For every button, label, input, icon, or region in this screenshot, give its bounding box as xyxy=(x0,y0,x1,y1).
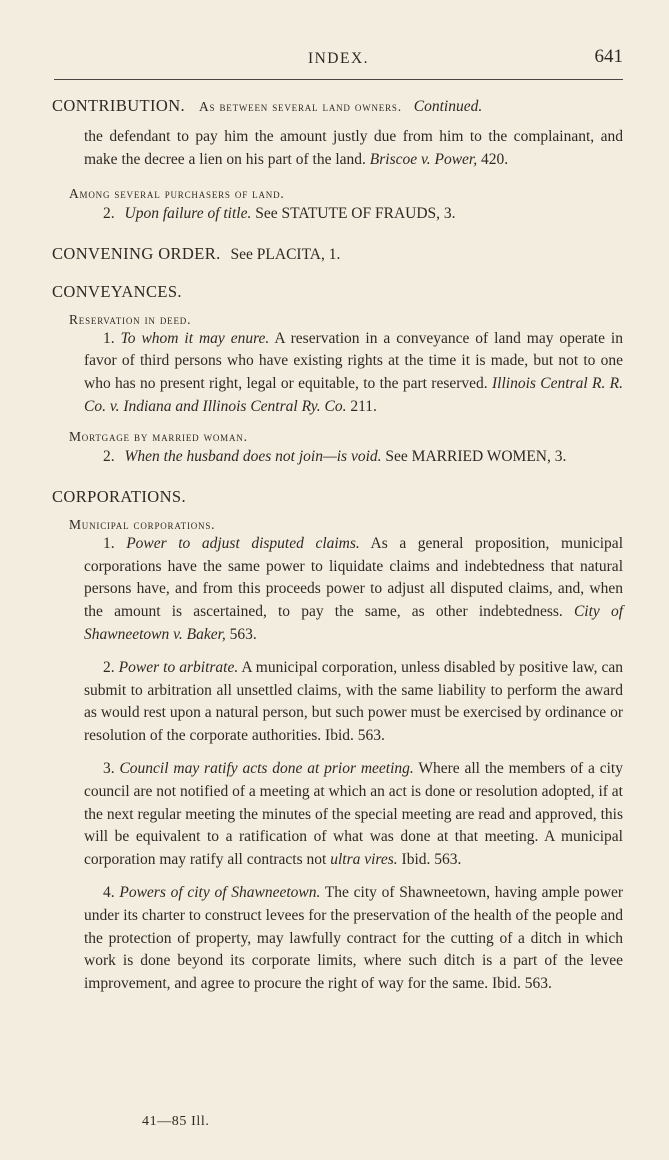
entry-item xyxy=(84,657,623,748)
page-number: 641 xyxy=(594,46,623,67)
entry-item xyxy=(84,533,623,647)
item-text: Where all the members of a city council are not notified of a meeting at which an act is done or resolution adopted, if at the next regular meeting the minutes of the special meeting are read and approved, this will be equivalent to a ratification of what was done at that meeting. A municipal corporation may ratify all contracts not xyxy=(84,759,623,869)
subhead: Among several purchasers of land. xyxy=(69,185,285,201)
page-header xyxy=(54,46,623,74)
entry-item xyxy=(84,882,623,996)
item-text: As a general proposition, municipal corporations have the same power to liquidate claims and indebtedness that natural persons have, and from this proceeds power to adjust all disputed claims, and, when the amount is ascertained, to pay the same, as other indebtedness. xyxy=(84,534,623,621)
header-rule xyxy=(54,79,623,80)
item-text: A municipal corporation, unless disabled by positive law, can submit to arbitration all unsettled claims, with the same liability to perform the award as would rest upon a natural person, but such power must be exercised by ordinance or resolution of the corporate authorities. Ibid. 563. xyxy=(84,658,624,745)
item-title: To whom it may enure. xyxy=(120,329,270,347)
latin-phrase: ultra vires. xyxy=(330,851,398,869)
entry-corporations-heading: CORPORATIONS. xyxy=(52,486,187,506)
item-number: 1. xyxy=(103,329,115,347)
entry-convening xyxy=(52,244,623,264)
item-text: A reservation in a conveyance of land may operate in favor of third persons who have existing rights at the time it is made, but not to one who has no present right, legal or equitable, to the part reserved. xyxy=(84,329,623,393)
entry-title: CONVENING ORDER. xyxy=(52,243,221,263)
item-number: 2. xyxy=(103,658,115,676)
entry-title: CONTRIBUTION. xyxy=(52,96,186,115)
case-cite: 563. xyxy=(229,625,257,643)
case-name: Briscoe v. Power, xyxy=(369,150,478,168)
continued-label: Continued. xyxy=(413,98,483,115)
item-number: 1. xyxy=(103,534,115,552)
item-title: Powers of city of Shawneetown. xyxy=(119,883,321,901)
entry-body: the defendant to pay him the amount justly due from him to the complainant, and make the decree a lien on his part of the land. xyxy=(84,128,623,168)
subhead: As between several land owners. xyxy=(198,99,402,114)
case-cite: 420. xyxy=(480,150,509,168)
subhead: Mortgage by married woman. xyxy=(69,428,248,444)
item-text: See MARRIED WOMEN, 3. xyxy=(385,447,567,465)
item-title: Upon failure of title. xyxy=(124,204,252,222)
running-head: INDEX. xyxy=(307,50,370,67)
item-number: 4. xyxy=(103,883,115,901)
subhead: Reservation in deed. xyxy=(69,311,192,327)
item-number: 2. xyxy=(103,204,115,222)
entry-item xyxy=(84,328,623,419)
item-number: 3. xyxy=(103,759,115,777)
subhead: Municipal corporations. xyxy=(69,516,216,532)
item-title: Power to adjust disputed claims. xyxy=(126,534,360,552)
item-cite: Ibid. 563. xyxy=(401,851,462,869)
item-number: 2. xyxy=(103,447,115,465)
item-text: The city of Shawneetown, having ample power under its charter to construct levees for the preservation of the health of the people and the protection of property, may lawfully contract for the cutting of a ditch in which work is done beyond its corporate limits, where such ditch is a part of the levee improvement, and agree to procure the right of way for the same. Ibid. 563. xyxy=(84,883,624,993)
item-title: When the husband does not join—is void. xyxy=(124,447,382,465)
item-title: Power to arbitrate. xyxy=(118,658,239,676)
entry-conveyances-heading: CONVEYANCES. xyxy=(52,281,182,301)
entry-text: See PLACITA, 1. xyxy=(230,245,341,263)
index-content xyxy=(52,96,623,996)
entry-item xyxy=(103,445,623,469)
entry-text xyxy=(84,126,623,172)
signature-mark: 41—85 Ill. xyxy=(142,1114,210,1129)
item-title: Council may ratify acts done at prior meeting. xyxy=(119,759,414,777)
entry-contribution-heading xyxy=(52,96,623,116)
case-name: Illinois Central R. R. Co. v. Indiana and Illinois Central Ry. Co. xyxy=(84,375,623,415)
case-name: City of Shawneetown v. Baker, xyxy=(84,603,624,643)
case-cite: 211. xyxy=(350,397,377,415)
item-text: See STATUTE OF FRAUDS, 3. xyxy=(255,204,456,222)
entry-item xyxy=(103,202,623,226)
entry-item xyxy=(84,758,623,872)
